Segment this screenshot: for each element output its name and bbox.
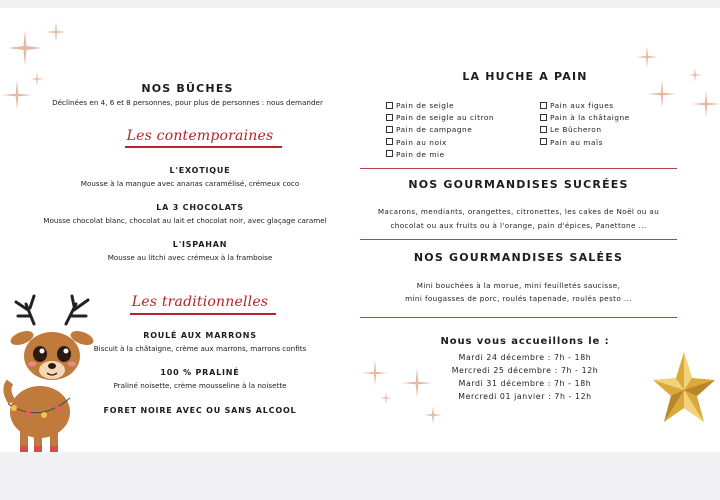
menu-page — [0, 8, 720, 452]
checkbox-icon — [540, 138, 547, 145]
accueil-line: Mardi 24 décembre : 7h - 18h — [458, 353, 592, 362]
sparkle-icon — [688, 68, 702, 82]
divider — [360, 168, 677, 169]
item-desc-3-chocolats: Mousse chocolat blanc, chocolat au lait et chocolat noir, avec glaçage caramel — [43, 216, 327, 225]
checkbox-icon — [386, 114, 393, 121]
item-desc-praline: Praliné noisette, crème mousseline à la noisette — [113, 381, 287, 390]
contemporaines-underline — [125, 146, 282, 148]
item-name-praline: 100 % PRALINÉ — [160, 368, 240, 377]
accueil-title: Nous vous accueillons le : — [440, 336, 610, 347]
checkbox-icon — [540, 102, 547, 109]
checkbox-icon — [386, 150, 393, 157]
reindeer-illustration — [0, 294, 110, 456]
checkbox-icon — [540, 114, 547, 121]
list-item: Pain de mie — [386, 149, 494, 161]
item-desc-exotique: Mousse à la mangue avec ananas caramélisé, crémeux coco — [80, 179, 300, 188]
accueil-line: Mercredi 25 décembre : 7h - 12h — [451, 366, 599, 375]
salees-title: NOS GOURMANDISES SALÉES — [413, 251, 624, 264]
gold-star-icon — [652, 350, 716, 432]
list-item: Pain aux figues — [540, 100, 630, 112]
list-item: Le Bûcheron — [540, 124, 630, 136]
huche-list-col1 — [386, 100, 494, 161]
sucrees-line1: Macarons, mendiants, orangettes, citronettes, les cakes de Noël ou au — [377, 207, 660, 216]
buches-title: NOS BÛCHES — [141, 82, 234, 95]
contemporaines-heading: Les contemporaines — [126, 128, 274, 144]
item-desc-ispahan: Mousse au litchi avec crémeux à la framboise — [107, 253, 273, 262]
divider — [360, 317, 677, 318]
sparkle-icon — [46, 22, 66, 42]
traditionnelles-underline — [130, 313, 276, 315]
checkbox-icon — [386, 126, 393, 133]
list-item: Pain au maïs — [540, 137, 630, 149]
list-item: Pain au noix — [386, 137, 494, 149]
list-item: Pain à la châtaigne — [540, 112, 630, 124]
list-item: Pain de seigle au citron — [386, 112, 494, 124]
buches-subtitle: Déclinées en 4, 6 et 8 personnes, pour plus de personnes : nous demander — [52, 98, 323, 107]
salees-line2: mini fougasses de porc, roulés tapenade, roulés pesto ... — [405, 294, 632, 303]
salees-line1: Mini bouchées à la morue, mini feuilletés saucisse, — [416, 281, 621, 290]
checkbox-icon — [386, 102, 393, 109]
sucrees-title: NOS GOURMANDISES SUCRÉES — [408, 178, 629, 191]
huche-title: LA HUCHE A PAIN — [462, 70, 588, 83]
sparkle-icon — [636, 46, 658, 68]
sparkle-icon — [692, 90, 720, 118]
accueil-line: Mercredi 01 janvier : 7h - 12h — [458, 392, 592, 401]
item-name-exotique: L'EXOTIQUE — [169, 166, 231, 175]
item-name-3-chocolats: LA 3 CHOCOLATS — [156, 203, 244, 212]
sparkle-icon — [424, 406, 442, 424]
checkbox-icon — [386, 138, 393, 145]
sparkle-icon — [362, 360, 388, 386]
item-name-ispahan: L'ISPAHAN — [172, 240, 228, 249]
sparkle-icon — [8, 30, 42, 66]
accueil-line: Mardi 31 décembre : 7h - 18h — [458, 379, 592, 388]
list-item: Pain de campagne — [386, 124, 494, 136]
sparkle-icon — [648, 80, 676, 108]
item-name-roule-marrons: ROULÉ AUX MARRONS — [143, 331, 257, 340]
item-desc-roule-marrons: Biscuit à la châtaigne, crème aux marrons, marrons confits — [93, 344, 307, 353]
sparkle-icon — [380, 392, 392, 404]
list-item: Pain de seigle — [386, 100, 494, 112]
huche-list-col2 — [540, 100, 630, 149]
checkbox-icon — [540, 126, 547, 133]
item-name-foret-noire: FORET NOIRE AVEC OU SANS ALCOOL — [103, 406, 297, 415]
traditionnelles-heading: Les traditionnelles — [131, 294, 269, 310]
divider — [360, 239, 677, 240]
sucrees-line2: chocolat ou aux fruits ou à l'orange, pain d'épices, Panettone ... — [390, 221, 647, 230]
